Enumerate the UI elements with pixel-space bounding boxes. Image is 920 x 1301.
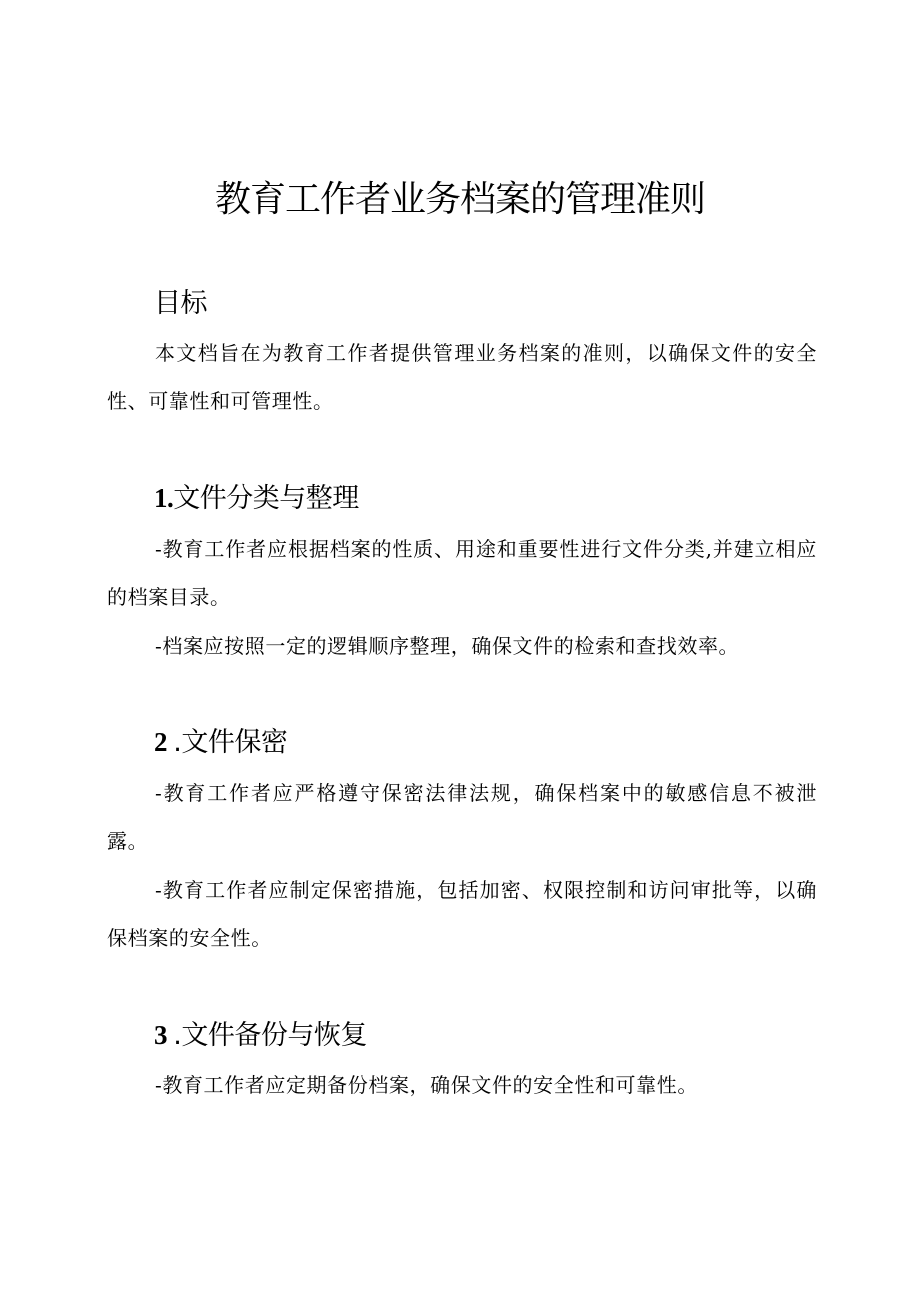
- section-heading-number: 3: [154, 1020, 174, 1050]
- section-heading-backup: [154, 1015, 367, 1056]
- section-heading-text: 目标: [154, 288, 207, 319]
- paragraph-classification-2: -档案应按照一定的逻辑顺序整理，确保文件的检索和查找效率。: [155, 634, 740, 658]
- paragraph-goal: 本文档旨在为教育工作者提供管理业务档案的准则，以确保文件的安全性、可靠性和可管理性。: [107, 341, 817, 413]
- section-heading-text: 文件分类与整理: [173, 483, 359, 514]
- paragraph-confidentiality-1: -教育工作者应严格遵守保密法律法规，确保档案中的敏感信息不被泄露。: [107, 781, 817, 853]
- section-heading-confidentiality: [154, 722, 287, 763]
- paragraph-classification-1: -教育工作者应根据档案的性质、用途和重要性进行文件分类,并建立相应的档案目录。: [107, 537, 817, 609]
- paragraph-backup-1: -教育工作者应定期备份档案，确保文件的安全性和可靠性。: [155, 1073, 698, 1097]
- section-heading-number: 2: [154, 727, 174, 757]
- section-heading-classification: [154, 478, 359, 519]
- section-heading-text: .文件备份与恢复: [173, 1020, 367, 1051]
- paragraph-confidentiality-2: -教育工作者应制定保密措施，包括加密、权限控制和访问审批等，以确保档案的安全性。: [107, 878, 817, 950]
- section-heading-goal: [154, 283, 207, 324]
- document-title: 教育工作者业务档案的管理准则: [214, 179, 705, 220]
- section-heading-number: 1.: [154, 483, 174, 513]
- section-heading-text: .文件保密: [173, 727, 288, 758]
